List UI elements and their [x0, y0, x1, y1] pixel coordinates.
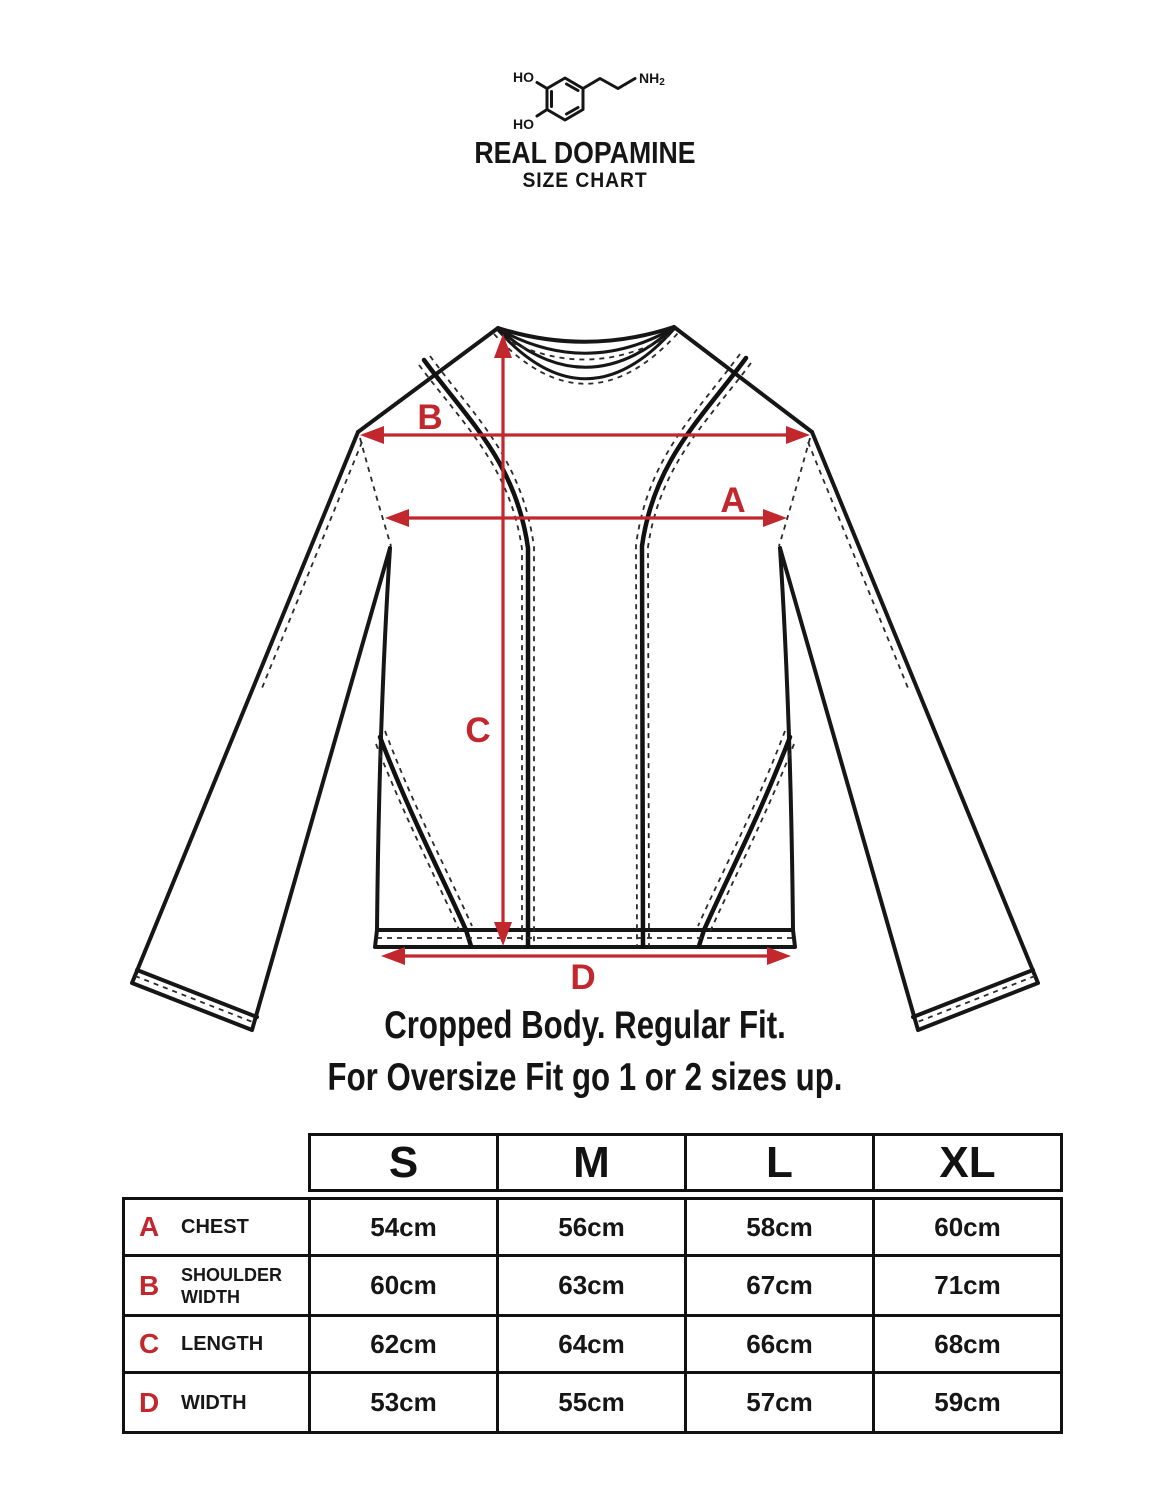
row-label-chest: CHEST [181, 1216, 249, 1238]
size-column-s: S [308, 1133, 499, 1192]
chest-xl: 60cm [874, 1199, 1062, 1256]
fit-caption-line1: Cropped Body. Regular Fit. [384, 1004, 786, 1047]
molecule-ho-bottom-label: HO [513, 116, 534, 132]
brand-subtitle: SIZE CHART [522, 169, 648, 192]
size-table-header [122, 1133, 1063, 1192]
width-s: 53cm [310, 1373, 498, 1433]
table-row-shoulder-width [124, 1256, 1062, 1316]
measure-label-c: C [465, 711, 491, 750]
chest-s: 54cm [310, 1199, 498, 1256]
fit-caption [117, 1000, 1053, 1104]
molecule-nh2-label: NH2 [639, 70, 665, 88]
width-l: 57cm [686, 1373, 874, 1433]
row-letter-c: C [139, 1328, 160, 1359]
shoulder-s: 60cm [310, 1256, 498, 1316]
size-column-xl: XL [872, 1133, 1063, 1192]
shoulder-xl: 71cm [874, 1256, 1062, 1316]
measure-label-b: B [417, 398, 443, 437]
width-xl: 59cm [874, 1373, 1062, 1433]
row-letter-d: D [139, 1386, 160, 1418]
shoulder-m: 63cm [498, 1256, 686, 1316]
shoulder-l: 67cm [686, 1256, 874, 1316]
table-row-length [124, 1316, 1062, 1373]
size-column-l: L [684, 1133, 875, 1192]
chest-m: 56cm [498, 1199, 686, 1256]
width-m: 55cm [498, 1373, 686, 1433]
size-table [122, 1133, 1063, 1434]
length-m: 64cm [498, 1316, 686, 1373]
length-s: 62cm [310, 1316, 498, 1373]
length-l: 66cm [686, 1316, 874, 1373]
row-label-width: WIDTH [181, 1391, 247, 1414]
length-xl: 68cm [874, 1316, 1062, 1373]
row-label-length: LENGTH [181, 1333, 264, 1355]
table-row-chest [124, 1199, 1062, 1256]
size-table-body [122, 1197, 1063, 1434]
size-table-corner [122, 1133, 308, 1192]
measure-label-a: A [720, 481, 746, 520]
measure-label-d: D [570, 958, 596, 997]
row-letter-a: A [139, 1211, 160, 1242]
fit-caption-line2: For Oversize Fit go 1 or 2 sizes up. [327, 1056, 843, 1099]
size-column-m: M [496, 1133, 687, 1192]
molecule-ho-top-label: HO [513, 69, 534, 85]
table-row-width [124, 1373, 1062, 1433]
row-label-shoulder-width: SHOULDER WIDTH [181, 1264, 283, 1307]
garment-measurement-diagram [0, 290, 1170, 1070]
brand-title: REAL DOPAMINE [474, 135, 696, 170]
row-letter-b: B [139, 1269, 160, 1301]
chest-l: 58cm [686, 1199, 874, 1256]
